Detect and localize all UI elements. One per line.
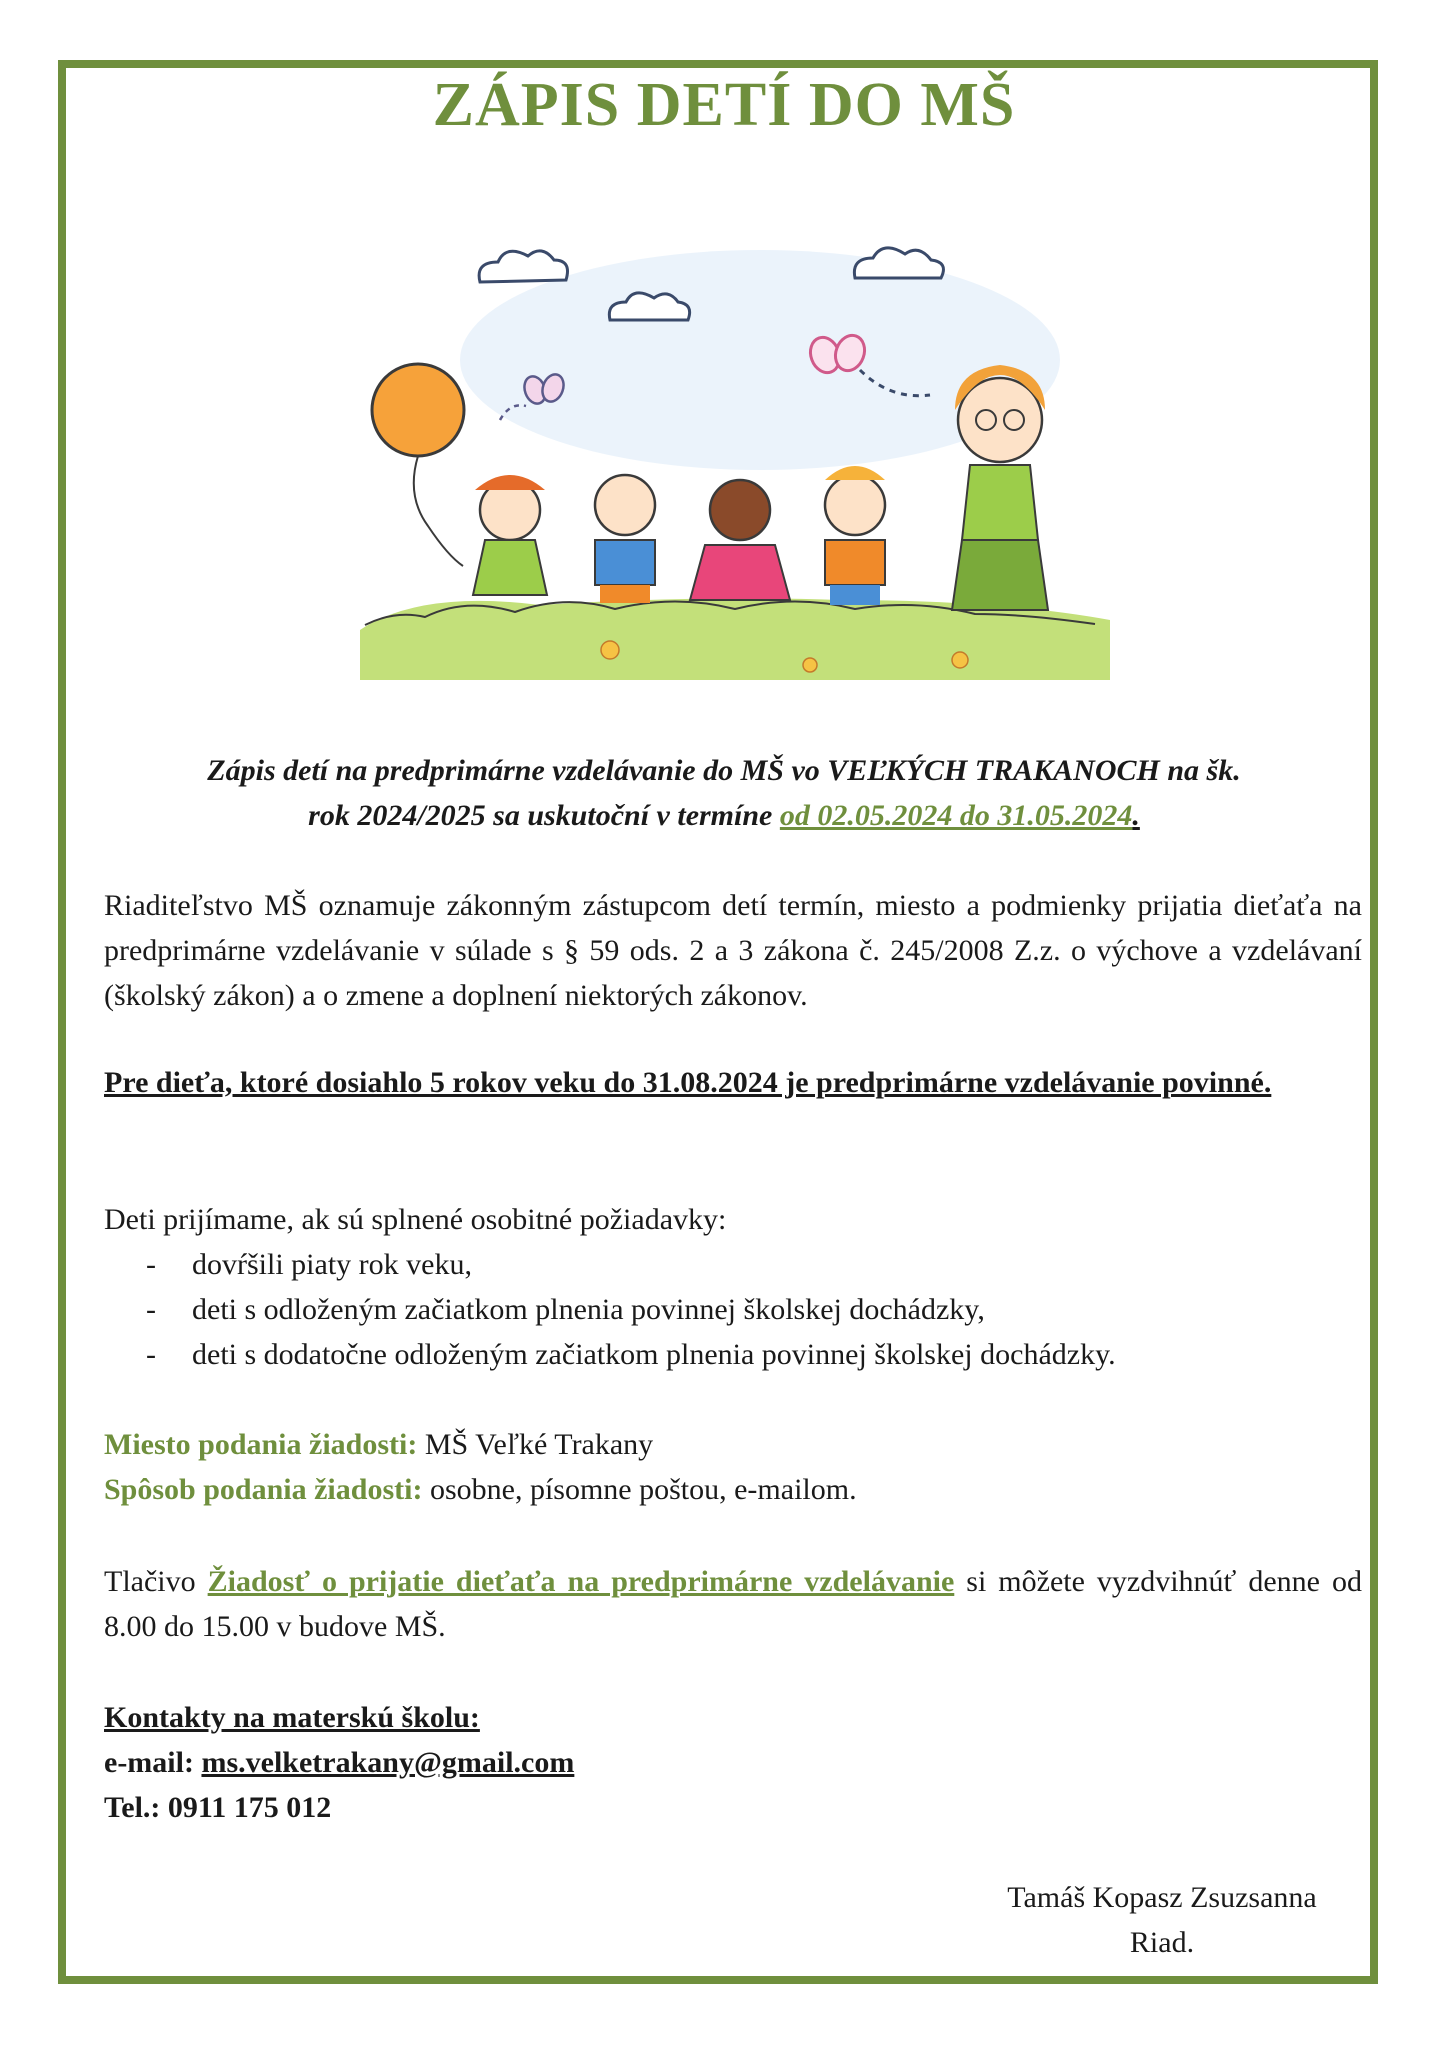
list-item: [104, 1287, 1362, 1332]
teacher-figure: [952, 365, 1048, 610]
balloon-icon: [372, 364, 464, 566]
application-info: [104, 1422, 1362, 1512]
contacts-heading: Kontakty na materskú školu:: [104, 1701, 480, 1734]
list-item-text: deti s dodatočne odloženým začiatkom plnenia povinnej školskej dochádzky.: [192, 1338, 1116, 1371]
signature-name: Tamáš Kopasz Zsuzsanna: [1007, 1881, 1317, 1914]
enrollment-dates: od 02.05.2024 do 31.05.2024: [779, 799, 1133, 832]
email-label: e-mail:: [104, 1746, 194, 1779]
announcement-paragraph: Riaditeľstvo MŠ oznamuje zákonným zástupcom detí termín, miesto a podmienky prijatia dieťaťa na predprimárne vzdelávanie v súlade s § 59 ods. 2 a 3 zákona č. 245/2008 Z.z. o výchove a vzdelávaní (školský zákon) a o zmene a doplnení niektorých zákonov.: [104, 889, 1362, 1012]
child-figure: [473, 475, 547, 595]
signature-block: [962, 1875, 1362, 1965]
child-figure: [690, 480, 790, 600]
list-item-text: deti s odloženým začiatkom plnenia povinnej školskej dochádzky,: [192, 1293, 985, 1326]
form-note-prefix: Tlačivo: [104, 1565, 196, 1598]
list-item-text: dovŕšili piaty rok veku,: [192, 1248, 472, 1281]
list-dash: -: [146, 1293, 156, 1326]
email-link[interactable]: ms.velketrakany@gmail.com: [201, 1746, 575, 1779]
page-title: ZÁPIS DETÍ DO MŠ: [432, 71, 1016, 139]
mandatory-notice: Pre dieťa, ktoré dosiahlo 5 rokov veku do 31.08.2024 je predprimárne vzdelávanie povinné.: [104, 1066, 1272, 1099]
cloud-icon: [479, 251, 567, 282]
application-form-name: Žiadosť o prijatie dieťaťa na predprimárne vzdelávanie: [207, 1565, 955, 1598]
requirements-intro: Deti prijímame, ak sú splnené osobitné požiadavky:: [104, 1203, 727, 1236]
form-note-suffix: si môžete vyzdvihnúť denne od 8.00 do 15.00 v budove MŠ.: [104, 1565, 1362, 1643]
intro-line-2-suffix: .: [1132, 799, 1140, 832]
child-figure: [595, 475, 655, 603]
intro-line-1: Zápis detí na predprimárne vzdelávanie do MŠ vo VEĽKÝCH TRAKANOCH na šk.: [207, 754, 1241, 787]
requirements-list: [104, 1242, 1362, 1377]
application-place: [104, 1422, 1362, 1467]
method-value: osobne, písomne poštou, e-mailom.: [429, 1473, 857, 1506]
list-item: [104, 1242, 1362, 1287]
requirements-section: [104, 1197, 1362, 1377]
form-note-paragraph: [104, 1559, 1362, 1649]
contact-phone: Tel.: 0911 175 012: [104, 1791, 332, 1824]
enrollment-intro: [104, 748, 1344, 838]
intro-line-2-prefix: rok 2024/2025 sa uskutoční v termíne: [308, 799, 773, 832]
contact-email-row: [104, 1740, 1362, 1785]
cloud-icon: [854, 248, 943, 278]
place-value: MŠ Veľké Trakany: [424, 1428, 654, 1461]
list-dash: -: [146, 1248, 156, 1281]
intro-line-2: [104, 793, 1344, 838]
contacts-section: [104, 1695, 1362, 1830]
method-label: Spôsob podania žiadosti:: [104, 1473, 423, 1506]
list-dash: -: [146, 1338, 156, 1371]
signature-role: Riad.: [1129, 1926, 1195, 1959]
application-method: [104, 1467, 1362, 1512]
place-label: Miesto podania žiadosti:: [104, 1428, 418, 1461]
list-item: [104, 1332, 1362, 1377]
children-illustration: [360, 220, 1110, 680]
child-figure: [825, 466, 885, 605]
